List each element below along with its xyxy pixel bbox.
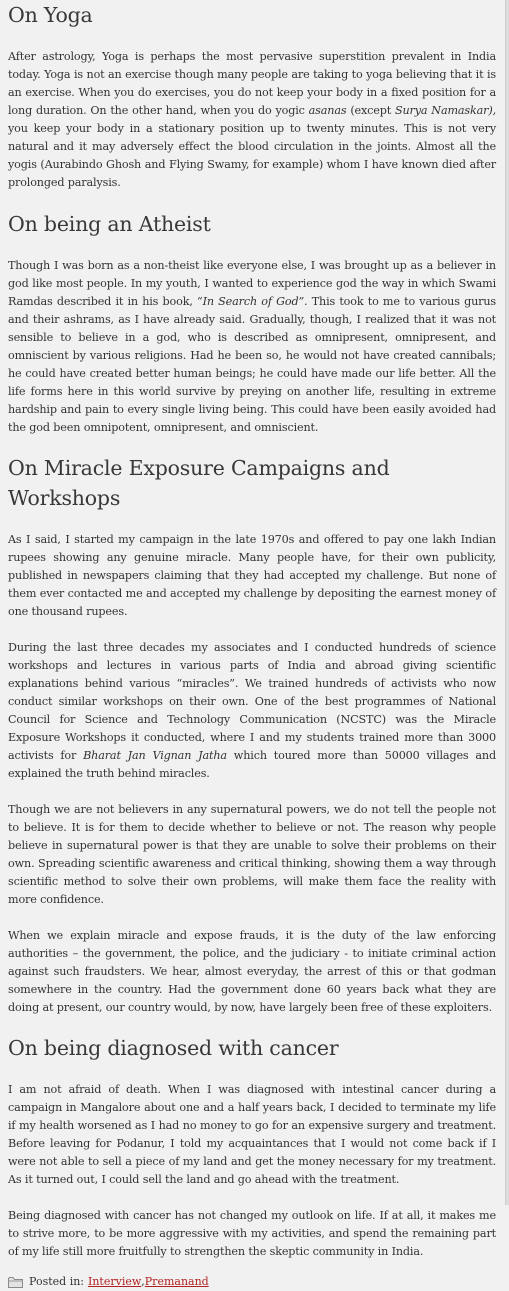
tag-separator: , [141, 1275, 145, 1288]
section-heading: On being diagnosed with cancer [8, 1036, 339, 1060]
section-on-miracle-exposure [8, 453, 496, 1017]
posted-in-label: Posted in: [29, 1275, 84, 1288]
paragraph [8, 257, 496, 437]
text-run: Being diagnosed with cancer has not changed my outlook on life. If at all, it makes me to strive more, to be more aggressive with my activities, and spend the remaining part of my life still more fruitfully to strengthen the skeptic community in India. [8, 1209, 496, 1258]
italic-text: “In Search of God” [197, 295, 305, 308]
text-run: As I said, I started my campaign in the late 1970s and offered to pay one lakh Indian rupees showing any genuine miracle. Many people have, for their own publicity, published in newspapers claiming that they had accepted my challenge. But none of them ever contacted me and accepted my challenge by depositing the earnest money of one thousand rupees. [8, 533, 496, 618]
section-on-yoga [8, 0, 496, 192]
text-run: . This took to me to various gurus and their ashrams, as I have already said. Gradually, though, I realized that it was not sensible to believe in a god, who is described as omnipresent, omnipresent, and omniscient by various religions. Had he been so, he would not have created cannibals; he could have created better human beings; he could have made our life better. All the life forms here in this world survive by preying on another life, resulting in extreme hardship and pain to every single living being. This could have been easily avoided had the god been omnipotent, omnipresent, and omniscient. [8, 295, 496, 434]
paragraph [8, 639, 496, 783]
italic-text: Bharat Jan Vignan Jatha [83, 749, 227, 762]
section-heading: On Yoga [8, 3, 93, 27]
tag-link-interview[interactable]: Interview [88, 1275, 142, 1288]
text-run: Though we are not believers in any supernatural powers, we do not tell the people not to believe. It is for them to decide whether to believe or not. The reason why people believe in supernatural power is that they are unable to solve their problems on their own. Spreading scientific awareness and critical thinking, showing them a way through scientific method to solve their own problems, will make them face the reality with more confidence. [8, 803, 496, 906]
tag-link-premanand[interactable]: Premanand [144, 1275, 209, 1288]
paragraph [8, 801, 496, 909]
paragraph [8, 531, 496, 621]
text-run: which toured more than 50000 villages and explained the truth behind miracles. [8, 749, 496, 780]
text-run: Though I was born as a non-theist like everyone else, I was brought up as a believer in god like most people. In my youth, I wanted to experience god the way in which Swami Ramdas described it in his book, [8, 259, 496, 308]
text-run: After astrology, Yoga is perhaps the most pervasive superstition prevalent in India today. Yoga is not an exercise though many people are taking to yoga believing that it is an exercise. When you do exercises, you do not keep your body in a fixed position for a long duration. On the other hand, when you do yogic [8, 50, 496, 117]
italic-text: asanas [308, 104, 347, 117]
section-heading: On being an Atheist [8, 212, 211, 236]
text-run: During the last three decades my associates and I conducted hundreds of science workshops and lectures in various parts of India and abroad giving scientific explanations behind various “miracles”. We trained hundreds of activists who now conduct similar workshops on their own. One of the best programmes of National Council for Science and Technology Communication (NCSTC) was the Miracle Exposure Workshops it conducted, where I and my students trained more than 3000 activists for [8, 641, 496, 762]
italic-text: Surya Namaskar), [394, 104, 496, 117]
paragraph [8, 927, 496, 1017]
section-on-being-diagnosed-with-cancer [8, 1033, 496, 1261]
post-footer [8, 1275, 496, 1288]
folder-icon [8, 1276, 23, 1288]
article [8, 0, 496, 1288]
text-run: When we explain miracle and expose frauds, it is the duty of the law enforcing authorities – the government, the police, and the judiciary - to initiate criminal action against such fraudsters. We hear, almost everyday, the arrest of this or that godman somewhere in the country. Had the government done 60 years back what they are doing at present, our country would, by now, have largely been free of these exploiters. [8, 929, 496, 1014]
section-on-being-an-atheist [8, 209, 496, 437]
text-run: I am not afraid of death. When I was diagnosed with intestinal cancer during a campaign in Mangalore about one and a half years back, I decided to terminate my life if my health worsened as I had no money to go for an expensive surgery and treatment. Before leaving for Podanur, I told my acquaintances that I would not come back if I were not able to sell a piece of my land and get the money necessary for my treatment. As it turned out, I could sell the land and go ahead with the treatment. [8, 1083, 496, 1186]
page-edge [505, 0, 509, 1205]
section-heading: On Miracle Exposure Campaigns and Workshops [8, 456, 390, 510]
paragraph [8, 1207, 496, 1261]
paragraph [8, 48, 496, 192]
text-run: you keep your body in a stationary position up to twenty minutes. This is not very natural and it may adversely effect the blood circulation in the joints. Almost all the yogis (Aurabindo Ghosh and Flying Swamy, for example) whom I have known died after prolonged paralysis. [8, 122, 496, 189]
text-run: (except [346, 104, 395, 117]
paragraph [8, 1081, 496, 1189]
